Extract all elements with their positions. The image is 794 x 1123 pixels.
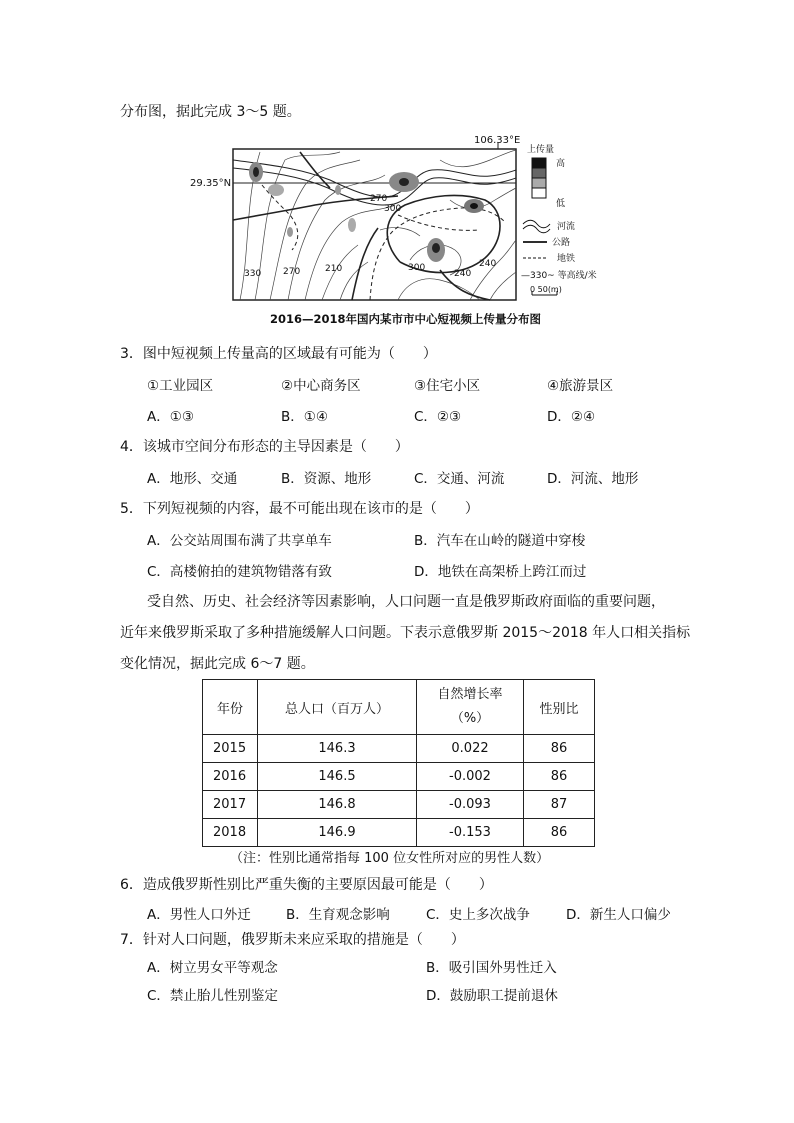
q3-item-1: ①工业园区 [147,378,214,394]
cell-population: 146.8 [258,791,417,819]
header-year: 年份 [203,680,258,735]
q7-stem: 7．针对人口问题，俄罗斯未来应采取的措施是（ ） [120,932,465,948]
contour-label: 270 [283,267,301,277]
contour-label: 210 [325,264,343,274]
q5-option-c[interactable]: C．高楼俯拍的建筑物错落有致 [147,564,332,580]
q4-option-a[interactable]: A．地形、交通 [147,471,238,487]
q3-item-2: ②中心商务区 [281,378,361,394]
cell-sex-ratio: 87 [524,791,595,819]
q4-option-b[interactable]: B．资源、地形 [281,471,372,487]
cell-growth-rate: -0.153 [417,819,524,847]
q5-option-b[interactable]: B．汽车在山岭的隧道中穿梭 [414,533,586,549]
q3-item-4: ④旅游景区 [547,378,614,394]
q7-option-c[interactable]: C．禁止胎儿性别鉴定 [147,988,278,1004]
cell-growth-rate: -0.093 [417,791,524,819]
cell-sex-ratio: 86 [524,763,595,791]
longitude-label: 106.33°E [474,135,521,146]
passage-line-3: 变化情况，据此完成 6～7 题。 [120,656,315,672]
cell-sex-ratio: 86 [524,819,595,847]
latitude-label: 29.35°N [190,178,232,189]
legend-contour: —330~ 等高线/米 [521,271,597,281]
contour-label: 240 [479,259,497,269]
contour-label: 300 [408,263,426,273]
q6-option-d[interactable]: D．新生人口偏少 [566,907,671,923]
cell-year: 2015 [203,735,258,763]
q5-option-a[interactable]: A．公交站周围布满了共享单车 [147,533,332,549]
q7-option-b[interactable]: B．吸引国外男性迁入 [426,960,557,976]
table-row [203,791,595,819]
table-row [203,735,595,763]
q5-option-d[interactable]: D．地铁在高架桥上跨江而过 [414,564,587,580]
q4-option-d[interactable]: D．河流、地形 [547,471,639,487]
legend-road: 公路 [552,238,571,248]
map-legend [521,143,597,295]
passage-line-2: 近年来俄罗斯采取了多种措施缓解人口问题。下表示意俄罗斯 2015～2018 年人口相关指标 [120,625,691,641]
q3-option-a[interactable]: A．①③ [147,409,194,425]
q7-option-a[interactable]: A．树立男女平等观念 [147,960,278,976]
cell-population: 146.3 [258,735,417,763]
q5-stem: 5．下列短视频的内容，最不可能出现在该市的是（ ） [120,501,479,517]
intro-text: 分布图，据此完成 3～5 题。 [120,104,301,120]
legend-title: 上传量 [527,145,555,155]
header-growth-rate-label: 自然增长率 [437,687,503,702]
header-population: 总人口（百万人） [258,680,417,735]
q3-option-c[interactable]: C．②③ [414,409,462,425]
legend-scale: 0 50(m) [530,285,562,294]
q4-stem: 4．该城市空间分布形态的主导因素是（ ） [120,439,409,455]
cell-year: 2017 [203,791,258,819]
q6-stem: 6．造成俄罗斯性别比严重失衡的主要原因最可能是（ ） [120,877,493,893]
table-row [203,763,595,791]
contour-label: 240 [454,269,472,279]
contour-label: 330 [244,269,262,279]
table-note: （注：性别比通常指每 100 位女性所对应的男性人数） [230,851,550,866]
cell-sex-ratio: 86 [524,735,595,763]
cell-growth-rate: 0.022 [417,735,524,763]
upload-distribution-map [0,0,794,340]
q7-option-d[interactable]: D．鼓励职工提前退休 [426,988,558,1004]
q6-option-b[interactable]: B．生育观念影响 [286,907,390,923]
cell-population: 146.9 [258,819,417,847]
q3-option-b[interactable]: B．①④ [281,409,328,425]
legend-high: 高 [556,159,566,169]
q4-option-c[interactable]: C．交通、河流 [414,471,505,487]
legend-river: 河流 [557,222,576,232]
contour-label: 270 [370,194,388,204]
q3-item-3: ③住宅小区 [414,378,481,394]
q3-stem: 3．图中短视频上传量高的区域最有可能为（ ） [120,346,437,362]
q6-option-c[interactable]: C．史上多次战争 [426,907,530,923]
legend-low: 低 [556,199,566,209]
q6-option-a[interactable]: A．男性人口外迁 [147,907,251,923]
population-table [202,679,595,847]
cell-growth-rate: -0.002 [417,763,524,791]
header-growth-rate [417,680,524,735]
q3-option-d[interactable]: D．②④ [547,409,596,425]
header-sex-ratio: 性别比 [524,680,595,735]
cell-year: 2016 [203,763,258,791]
map-caption: 2016—2018年国内某市市中心短视频上传量分布图 [270,312,542,326]
cell-population: 146.5 [258,763,417,791]
cell-year: 2018 [203,819,258,847]
map-frame [233,149,516,300]
legend-metro: 地铁 [557,254,576,264]
contour-label: 300 [384,204,402,214]
passage-line-1: 受自然、历史、社会经济等因素影响，人口问题一直是俄罗斯政府面临的重要问题， [147,594,665,610]
table-row [203,819,595,847]
header-growth-rate-unit: （%） [450,711,490,726]
